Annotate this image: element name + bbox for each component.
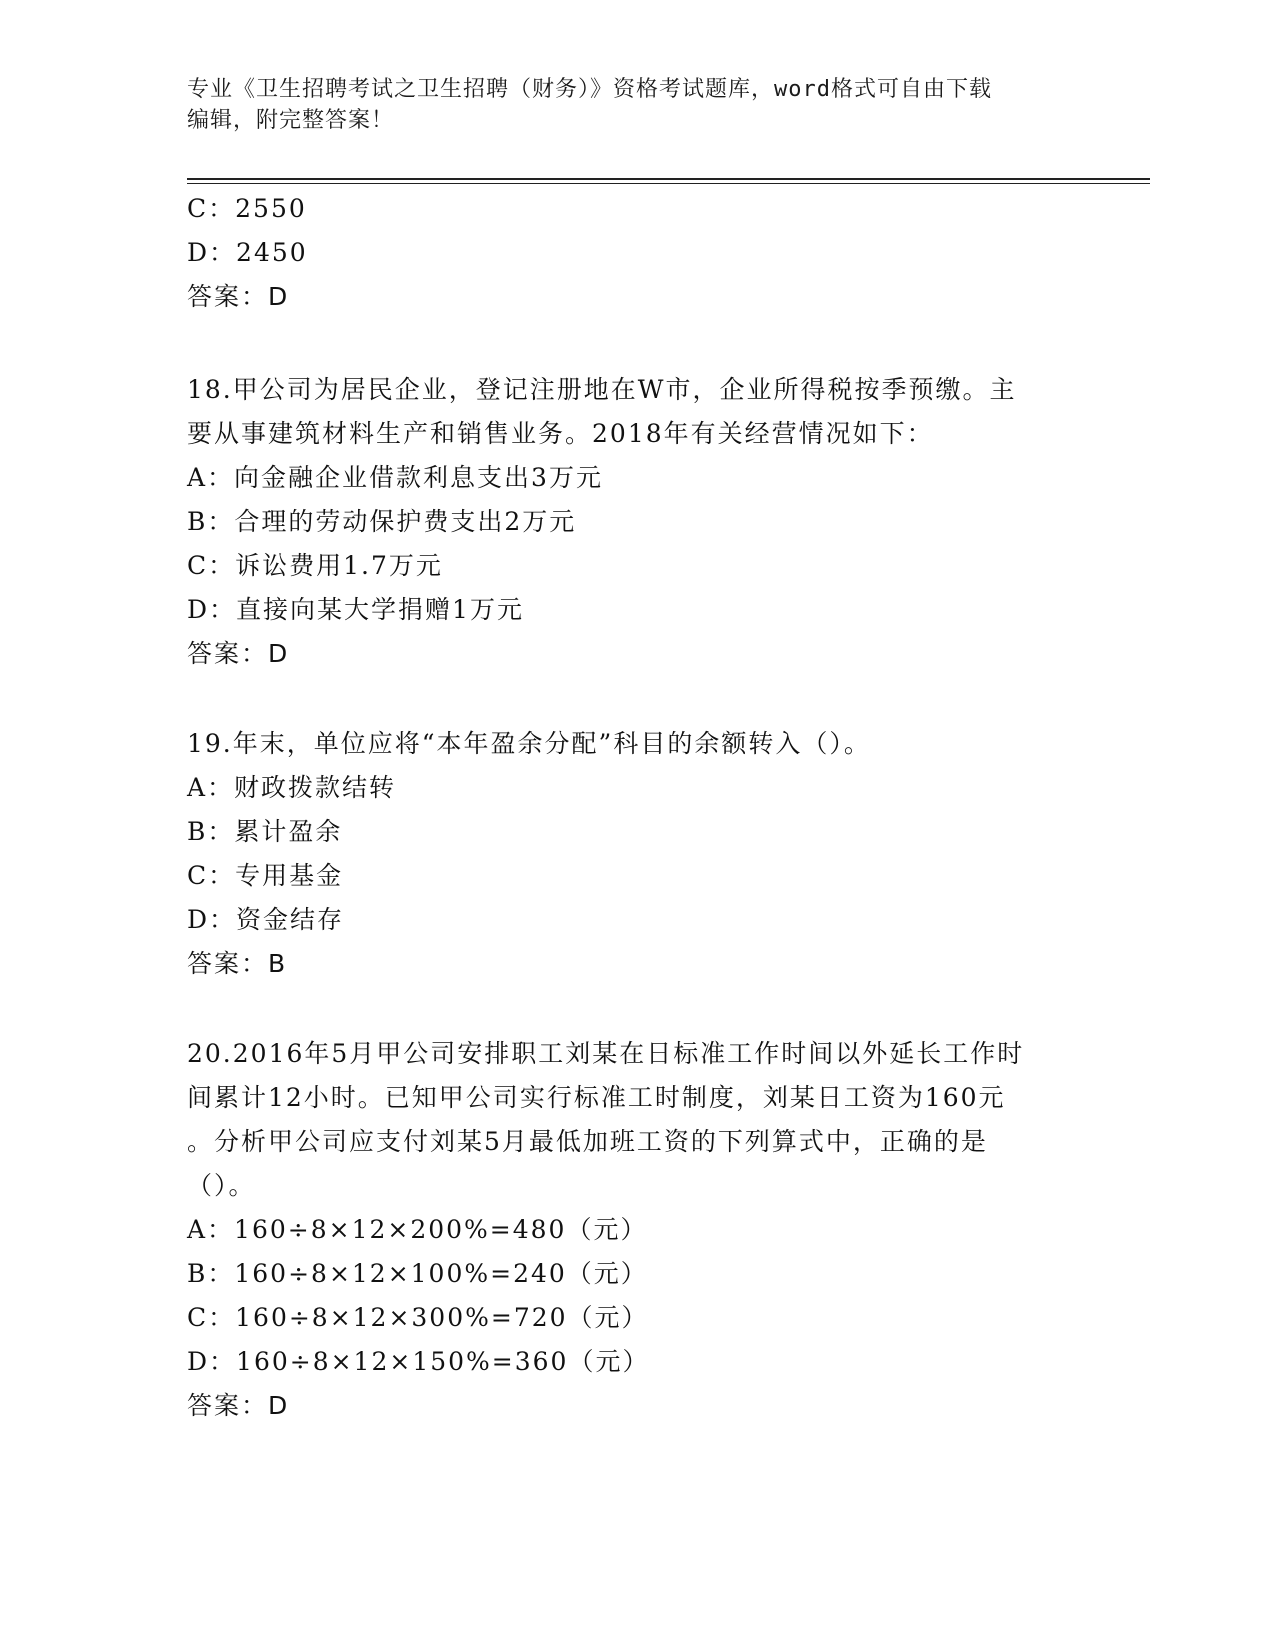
q20-answer: 答案：D — [187, 1391, 290, 1420]
q18-answer: 答案：D — [187, 639, 290, 668]
q20-stem-line-1: 20.2016年5月甲公司安排职工刘某在日标准工作时间以外延长工作时 — [187, 1039, 1025, 1068]
q18-option-b: B：合理的劳动保护费支出2万元 — [187, 507, 577, 536]
q20-option-c: C：160÷8×12×300%=720（元） — [187, 1303, 649, 1332]
header-rule — [187, 178, 1150, 180]
header-line-1: 专业《卫生招聘考试之卫生招聘（财务）》资格考试题库，word格式可自由下载 — [187, 77, 992, 102]
q18-stem-line-1: 18.甲公司为居民企业，登记注册地在W市，企业所得税按季预缴。主 — [187, 375, 1017, 404]
q20-option-b: B：160÷8×12×100%=240（元） — [187, 1259, 648, 1288]
q20-option-a: A：160÷8×12×200%=480（元） — [187, 1215, 648, 1244]
q19-answer: 答案：B — [187, 949, 288, 978]
q20-stem-line-2: 间累计12小时。已知甲公司实行标准工时制度，刘某日工资为160元 — [187, 1083, 1006, 1112]
q19-option-a: A：财政拨款结转 — [187, 773, 397, 802]
q17-option-c: C：2550 — [187, 194, 307, 223]
document-header — [187, 74, 1087, 136]
header-rule-thin — [187, 183, 1150, 184]
q20-stem-line-3: 。分析甲公司应支付刘某5月最低加班工资的下列算式中，正确的是 — [187, 1127, 988, 1156]
q18-stem-line-2: 要从事建筑材料生产和销售业务。2018年有关经营情况如下： — [187, 419, 934, 448]
q17-option-d: D：2450 — [187, 238, 308, 267]
q20-option-d: D：160÷8×12×150%=360（元） — [187, 1347, 650, 1376]
q18-option-d: D：直接向某大学捐赠1万元 — [187, 595, 524, 624]
q19-option-b: B：累计盈余 — [187, 817, 343, 846]
q18-option-c: C：诉讼费用1.7万元 — [187, 551, 443, 580]
q19-option-c: C：专用基金 — [187, 861, 344, 890]
q19-option-d: D：资金结存 — [187, 905, 345, 934]
q19-stem-line-1: 19.年末，单位应将“本年盈余分配”科目的余额转入（）。 — [187, 729, 871, 758]
q17-answer: 答案：D — [187, 282, 290, 311]
q18-option-a: A：向金融企业借款利息支出3万元 — [187, 463, 603, 492]
q20-stem-line-4: （）。 — [187, 1171, 256, 1200]
header-line-2: 编辑，附完整答案！ — [187, 108, 395, 133]
